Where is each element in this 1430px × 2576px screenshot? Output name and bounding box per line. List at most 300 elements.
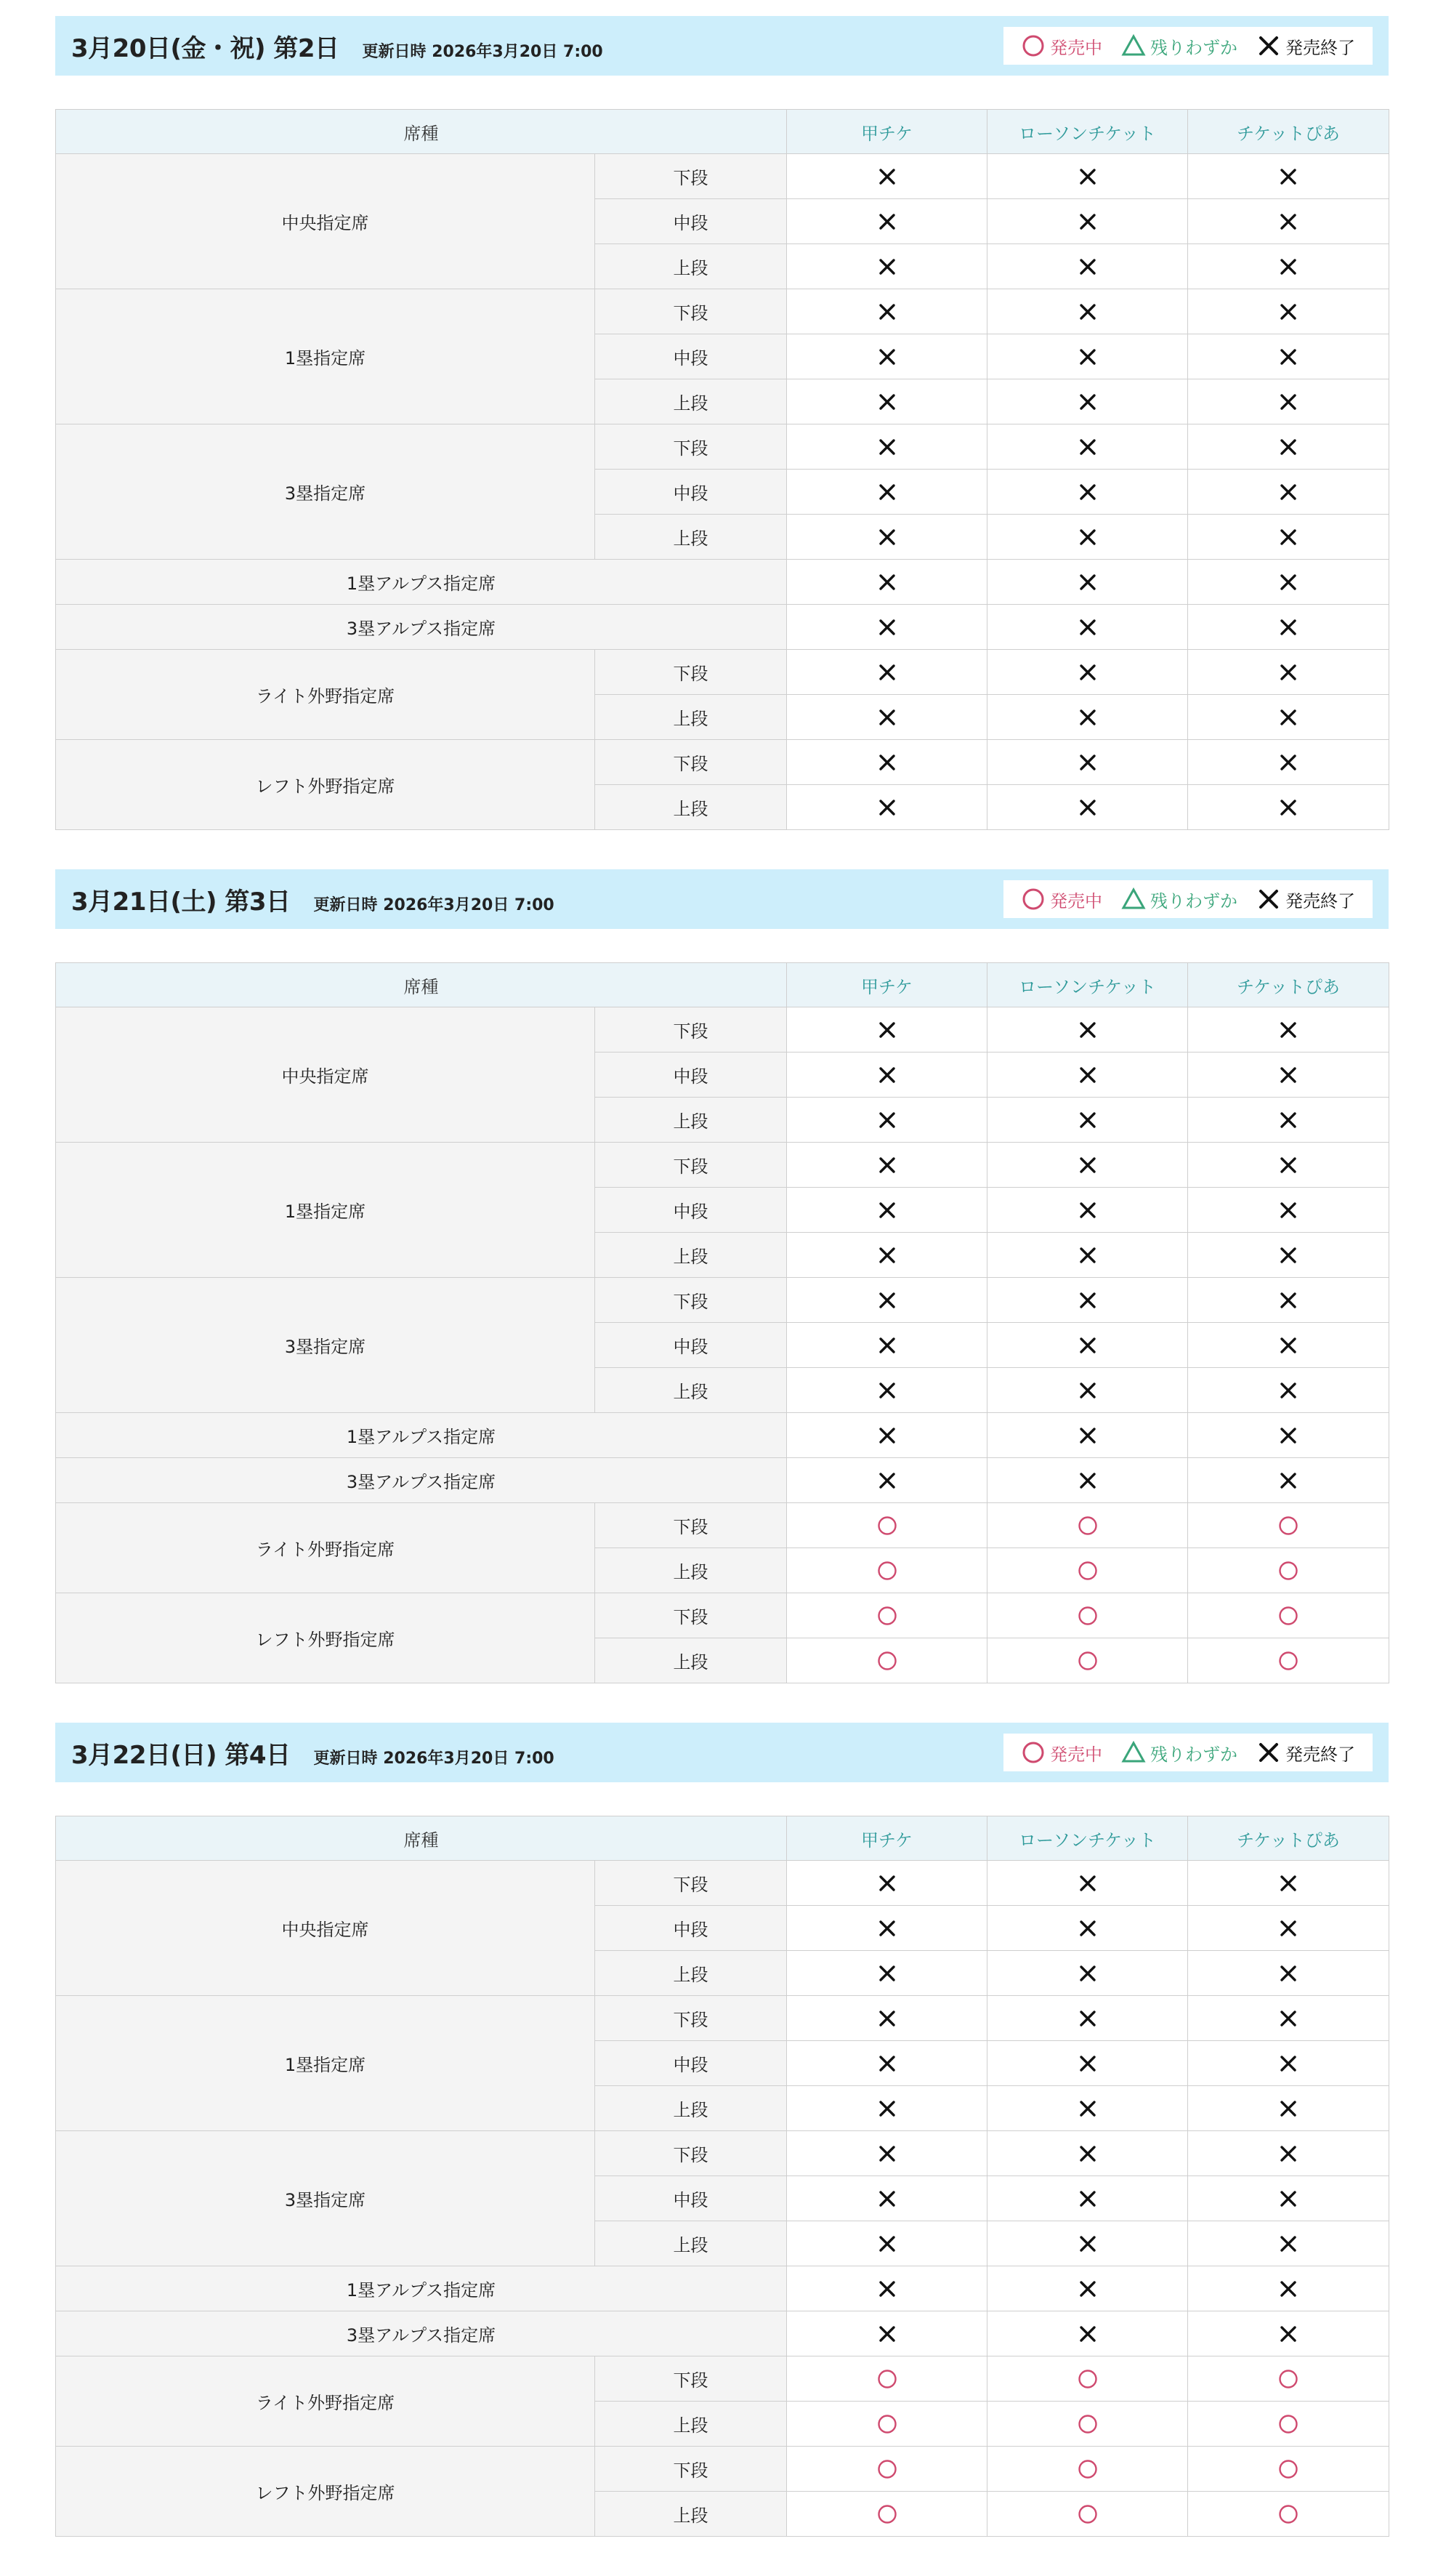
status-cell (787, 424, 987, 470)
status-cell (1188, 1458, 1389, 1503)
status-cell (787, 2266, 987, 2311)
status-cell (987, 1458, 1188, 1503)
cross-icon (876, 571, 898, 593)
vendor-header: チケットぴあ (1188, 110, 1389, 154)
cross-icon (1077, 1244, 1099, 1266)
legend-sold-out-label: 発売終了 (1285, 37, 1355, 58)
cross-icon (876, 1872, 898, 1894)
status-cell (987, 2492, 1188, 2537)
circle-icon (876, 2503, 898, 2525)
status-cell (987, 695, 1188, 740)
status-cell (1188, 2492, 1389, 2537)
status-cell (787, 2131, 987, 2176)
status-cell (1188, 515, 1389, 560)
seat-name: 1塁指定席 (56, 289, 595, 424)
tier-label: 中段 (595, 1906, 787, 1951)
status-cell (987, 1861, 1188, 1906)
status-cell (787, 605, 987, 650)
cross-icon (876, 2098, 898, 2120)
status-cell (1188, 2356, 1389, 2402)
day-header (55, 16, 1389, 76)
cross-icon (876, 616, 898, 638)
cross-icon (876, 391, 898, 413)
circle-icon (876, 1560, 898, 1582)
cross-icon (876, 1380, 898, 1401)
circle-icon (876, 2458, 898, 2480)
seat-name: 1塁指定席 (56, 1996, 595, 2131)
status-cell (787, 2221, 987, 2266)
cross-icon (1277, 2053, 1299, 2074)
tier-label: 下段 (595, 1996, 787, 2041)
cross-icon (876, 1963, 898, 1984)
status-cell (987, 470, 1188, 515)
day-section (55, 16, 1389, 869)
status-cell (1188, 1323, 1389, 1368)
status-cell (987, 605, 1188, 650)
status-cell (787, 334, 987, 379)
seat-name: 3塁指定席 (56, 1278, 595, 1413)
tier-label: 下段 (595, 1861, 787, 1906)
status-cell (987, 560, 1188, 605)
tier-label: 上段 (595, 2402, 787, 2447)
tier-label: 下段 (595, 2356, 787, 2402)
status-cell (987, 785, 1188, 830)
legend-few-left-label: 残りわずか (1150, 1744, 1237, 1765)
status-cell (787, 1861, 987, 1906)
circle-icon (1277, 1515, 1299, 1537)
cross-icon (1277, 797, 1299, 818)
status-cell (1188, 424, 1389, 470)
tier-label: 下段 (595, 1593, 787, 1638)
status-cell (787, 1007, 987, 1052)
status-cell (1188, 289, 1389, 334)
status-cell (987, 1143, 1188, 1188)
circle-icon (1077, 2458, 1099, 2480)
status-cell (1188, 2041, 1389, 2086)
tier-label: 上段 (595, 1098, 787, 1143)
status-cell (1188, 1951, 1389, 1996)
seat-name: 中央指定席 (56, 1007, 595, 1143)
status-legend (1003, 1734, 1373, 1771)
table-row (56, 1458, 1389, 1503)
legend-available-label: 発売中 (1050, 890, 1102, 911)
status-cell (987, 1233, 1188, 1278)
status-cell (787, 515, 987, 560)
cross-icon (1277, 1289, 1299, 1311)
cross-icon (1277, 571, 1299, 593)
tier-label: 上段 (595, 1548, 787, 1593)
cross-icon (1277, 256, 1299, 278)
circle-icon (1277, 2503, 1299, 2525)
status-cell (987, 2311, 1188, 2356)
tier-label: 上段 (595, 785, 787, 830)
table-row (56, 560, 1389, 605)
status-cell (987, 1323, 1188, 1368)
cross-icon (1256, 887, 1281, 911)
cross-icon (1077, 2233, 1099, 2255)
status-cell (787, 2356, 987, 2402)
updated-time: 更新日時 2026年3月20日 7:00 (313, 895, 554, 914)
status-cell (787, 1143, 987, 1188)
cross-icon (1077, 1872, 1099, 1894)
tier-label: 上段 (595, 244, 787, 289)
status-cell (787, 2041, 987, 2086)
status-cell (1188, 2447, 1389, 2492)
table-body (56, 1861, 1389, 2537)
status-cell (1188, 1413, 1389, 1458)
status-cell (1188, 1007, 1389, 1052)
status-cell (987, 1278, 1188, 1323)
cross-icon (876, 1199, 898, 1221)
triangle-icon (1121, 1740, 1146, 1765)
cross-icon (1277, 1917, 1299, 1939)
cross-icon (1277, 1425, 1299, 1446)
cross-icon (1077, 1289, 1099, 1311)
updated-time: 更新日時 2026年3月20日 7:00 (313, 1749, 554, 1768)
tier-label: 下段 (595, 2131, 787, 2176)
status-cell (1188, 785, 1389, 830)
cross-icon (1077, 707, 1099, 728)
status-cell (987, 1188, 1188, 1233)
cross-icon (1077, 1199, 1099, 1221)
seat-name: 中央指定席 (56, 1861, 595, 1996)
seat-name: 3塁指定席 (56, 424, 595, 560)
cross-icon (1277, 2143, 1299, 2165)
status-cell (987, 1007, 1188, 1052)
seat-name: 1塁アルプス指定席 (56, 560, 787, 605)
seat-name: レフト外野指定席 (56, 1593, 595, 1683)
tier-label: 下段 (595, 154, 787, 199)
tier-label: 上段 (595, 1951, 787, 1996)
status-cell (787, 2402, 987, 2447)
table-row (56, 1413, 1389, 1458)
day-title: 3月22日(日) 第4日 (71, 1740, 291, 1770)
table-row (56, 650, 1389, 695)
seat-type-header: 席種 (56, 1816, 787, 1861)
status-cell (787, 1458, 987, 1503)
status-cell (987, 1368, 1188, 1413)
status-cell (787, 199, 987, 244)
status-cell (787, 1368, 987, 1413)
tier-label: 下段 (595, 650, 787, 695)
tier-label: 上段 (595, 1233, 787, 1278)
circle-icon (1277, 1560, 1299, 1582)
cross-icon (876, 1289, 898, 1311)
status-cell (987, 740, 1188, 785)
table-row (56, 1996, 1389, 2041)
day-title: 3月21日(土) 第3日 (71, 887, 291, 917)
status-cell (787, 1098, 987, 1143)
cross-icon (876, 1109, 898, 1131)
circle-icon (1021, 1740, 1046, 1765)
circle-icon (876, 1650, 898, 1672)
status-cell (987, 2447, 1188, 2492)
tier-label: 下段 (595, 1503, 787, 1548)
status-cell (787, 1323, 987, 1368)
vendor-header: ローソンチケット (987, 1816, 1188, 1861)
circle-icon (1277, 2458, 1299, 2480)
table-row (56, 1861, 1389, 1906)
circle-icon (1077, 1560, 1099, 1582)
status-cell (787, 1593, 987, 1638)
cross-icon (876, 707, 898, 728)
cross-icon (1277, 346, 1299, 368)
cross-icon (1277, 436, 1299, 458)
circle-icon (1021, 33, 1046, 58)
cross-icon (1077, 616, 1099, 638)
cross-icon (1277, 2323, 1299, 2345)
status-cell (1188, 2221, 1389, 2266)
seat-name: 1塁指定席 (56, 1143, 595, 1278)
circle-icon (876, 2368, 898, 2390)
tier-label: 下段 (595, 1007, 787, 1052)
cross-icon (876, 436, 898, 458)
status-cell (987, 1052, 1188, 1098)
status-cell (787, 1052, 987, 1098)
legend-few-left (1121, 33, 1237, 59)
cross-icon (876, 526, 898, 548)
cross-icon (1277, 1963, 1299, 1984)
cross-icon (1077, 1154, 1099, 1176)
vendor-header: 甲チケ (787, 963, 987, 1007)
legend-available-label: 発売中 (1050, 37, 1102, 58)
status-cell (787, 740, 987, 785)
legend-sold-out (1256, 33, 1355, 59)
status-cell (1188, 1098, 1389, 1143)
seat-name: ライト外野指定席 (56, 2356, 595, 2447)
status-cell (1188, 379, 1389, 424)
legend-sold-out-label: 発売終了 (1285, 1744, 1355, 1765)
table-header (56, 110, 1389, 154)
cross-icon (876, 301, 898, 323)
legend-few-left (1121, 887, 1237, 912)
tier-label: 下段 (595, 2447, 787, 2492)
status-cell (987, 1413, 1188, 1458)
status-cell (1188, 154, 1389, 199)
status-cell (987, 2356, 1188, 2402)
cross-icon (1077, 1425, 1099, 1446)
status-cell (987, 1593, 1188, 1638)
cross-icon (1277, 481, 1299, 503)
cross-icon (876, 1335, 898, 1356)
cross-icon (1277, 1064, 1299, 1086)
table-row (56, 1278, 1389, 1323)
seat-status-table (55, 962, 1389, 1683)
status-cell (787, 244, 987, 289)
status-cell (987, 650, 1188, 695)
status-cell (987, 515, 1188, 560)
status-legend (1003, 880, 1373, 918)
status-cell (987, 1548, 1188, 1593)
seat-name: 1塁アルプス指定席 (56, 1413, 787, 1458)
status-cell (787, 1188, 987, 1233)
cross-icon (1277, 1470, 1299, 1492)
cross-icon (1077, 1335, 1099, 1356)
tier-label: 上段 (595, 2086, 787, 2131)
seat-name: レフト外野指定席 (56, 740, 595, 830)
seat-name: ライト外野指定席 (56, 1503, 595, 1593)
status-cell (987, 289, 1188, 334)
status-cell (787, 2492, 987, 2537)
table-row (56, 424, 1389, 470)
cross-icon (876, 1425, 898, 1446)
day-header (55, 869, 1389, 929)
status-cell (787, 560, 987, 605)
cross-icon (1277, 2098, 1299, 2120)
cross-icon (876, 1154, 898, 1176)
tier-label: 中段 (595, 1188, 787, 1233)
circle-icon (876, 2413, 898, 2435)
cross-icon (1077, 1380, 1099, 1401)
legend-few-left-label: 残りわずか (1150, 37, 1237, 58)
cross-icon (1077, 2323, 1099, 2345)
cross-icon (1077, 2188, 1099, 2210)
tier-label: 中段 (595, 2041, 787, 2086)
cross-icon (876, 797, 898, 818)
tier-label: 上段 (595, 1368, 787, 1413)
cross-icon (1077, 1019, 1099, 1041)
cross-icon (1077, 1917, 1099, 1939)
status-cell (1188, 740, 1389, 785)
status-cell (1188, 1548, 1389, 1593)
cross-icon (1277, 1872, 1299, 1894)
cross-icon (1277, 1244, 1299, 1266)
legend-available (1021, 1740, 1102, 1766)
table-row (56, 2311, 1389, 2356)
status-cell (987, 1098, 1188, 1143)
status-cell (1188, 2131, 1389, 2176)
table-row (56, 1503, 1389, 1548)
cross-icon (1077, 481, 1099, 503)
cross-icon (876, 2188, 898, 2210)
tier-label: 下段 (595, 289, 787, 334)
seat-status-table (55, 1816, 1389, 2537)
tier-label: 中段 (595, 334, 787, 379)
cross-icon (876, 346, 898, 368)
status-cell (787, 379, 987, 424)
status-cell (787, 154, 987, 199)
cross-icon (1277, 661, 1299, 683)
cross-icon (876, 1064, 898, 1086)
cross-icon (1077, 2053, 1099, 2074)
circle-icon (1077, 2368, 1099, 2390)
cross-icon (876, 2278, 898, 2300)
cross-icon (1277, 2008, 1299, 2029)
tier-label: 上段 (595, 379, 787, 424)
seat-name: 3塁アルプス指定席 (56, 1458, 787, 1503)
status-cell (987, 1638, 1188, 1683)
circle-icon (1077, 1515, 1099, 1537)
legend-few-left-label: 残りわずか (1150, 890, 1237, 911)
status-cell (1188, 1638, 1389, 1683)
cross-icon (1077, 301, 1099, 323)
vendor-header: 甲チケ (787, 110, 987, 154)
status-cell (787, 1503, 987, 1548)
cross-icon (1277, 1335, 1299, 1356)
circle-icon (1077, 1605, 1099, 1627)
tier-label: 下段 (595, 740, 787, 785)
cross-icon (876, 1244, 898, 1266)
cross-icon (1077, 436, 1099, 458)
legend-few-left (1121, 1740, 1237, 1766)
table-body (56, 1007, 1389, 1683)
status-cell (787, 695, 987, 740)
cross-icon (876, 1019, 898, 1041)
status-cell (987, 2131, 1188, 2176)
cross-icon (1256, 1740, 1281, 1765)
status-cell (787, 470, 987, 515)
cross-icon (1077, 391, 1099, 413)
cross-icon (1277, 1154, 1299, 1176)
seat-name: レフト外野指定席 (56, 2447, 595, 2537)
circle-icon (1277, 1605, 1299, 1627)
cross-icon (1277, 1109, 1299, 1131)
status-cell (1188, 560, 1389, 605)
status-cell (987, 2402, 1188, 2447)
tier-label: 上段 (595, 2492, 787, 2537)
status-cell (787, 2447, 987, 2492)
status-cell (1188, 2402, 1389, 2447)
vendor-header: ローソンチケット (987, 110, 1188, 154)
seat-name: ライト外野指定席 (56, 650, 595, 740)
circle-icon (1077, 2413, 1099, 2435)
cross-icon (1256, 33, 1281, 58)
cross-icon (876, 1470, 898, 1492)
seat-name: 3塁指定席 (56, 2131, 595, 2266)
cross-icon (1277, 2188, 1299, 2210)
seat-name: 1塁アルプス指定席 (56, 2266, 787, 2311)
cross-icon (876, 211, 898, 233)
table-row (56, 2356, 1389, 2402)
status-cell (987, 1996, 1188, 2041)
table-header (56, 1816, 1389, 1861)
status-cell (1188, 1188, 1389, 1233)
cross-icon (1277, 616, 1299, 638)
vendor-header: ローソンチケット (987, 963, 1188, 1007)
tier-label: 中段 (595, 1052, 787, 1098)
status-cell (1188, 2311, 1389, 2356)
cross-icon (876, 166, 898, 188)
circle-icon (876, 1605, 898, 1627)
vendor-header: チケットぴあ (1188, 1816, 1389, 1861)
legend-available (1021, 33, 1102, 59)
cross-icon (876, 661, 898, 683)
status-cell (987, 2266, 1188, 2311)
status-cell (1188, 1906, 1389, 1951)
status-cell (987, 1951, 1188, 1996)
legend-sold-out-label: 発売終了 (1285, 890, 1355, 911)
tier-label: 下段 (595, 424, 787, 470)
cross-icon (1077, 211, 1099, 233)
updated-time: 更新日時 2026年3月20日 7:00 (362, 42, 603, 61)
circle-icon (1077, 1650, 1099, 1672)
cross-icon (1277, 707, 1299, 728)
status-cell (787, 1906, 987, 1951)
cross-icon (1077, 752, 1099, 773)
status-cell (1188, 2266, 1389, 2311)
circle-icon (1021, 887, 1046, 911)
table-header (56, 963, 1389, 1007)
cross-icon (876, 256, 898, 278)
status-cell (787, 1233, 987, 1278)
tier-label: 上段 (595, 695, 787, 740)
status-cell (1188, 1278, 1389, 1323)
cross-icon (1277, 526, 1299, 548)
table-body (56, 154, 1389, 830)
vendor-header: 甲チケ (787, 1816, 987, 1861)
seat-status-table (55, 109, 1389, 830)
cross-icon (1277, 166, 1299, 188)
